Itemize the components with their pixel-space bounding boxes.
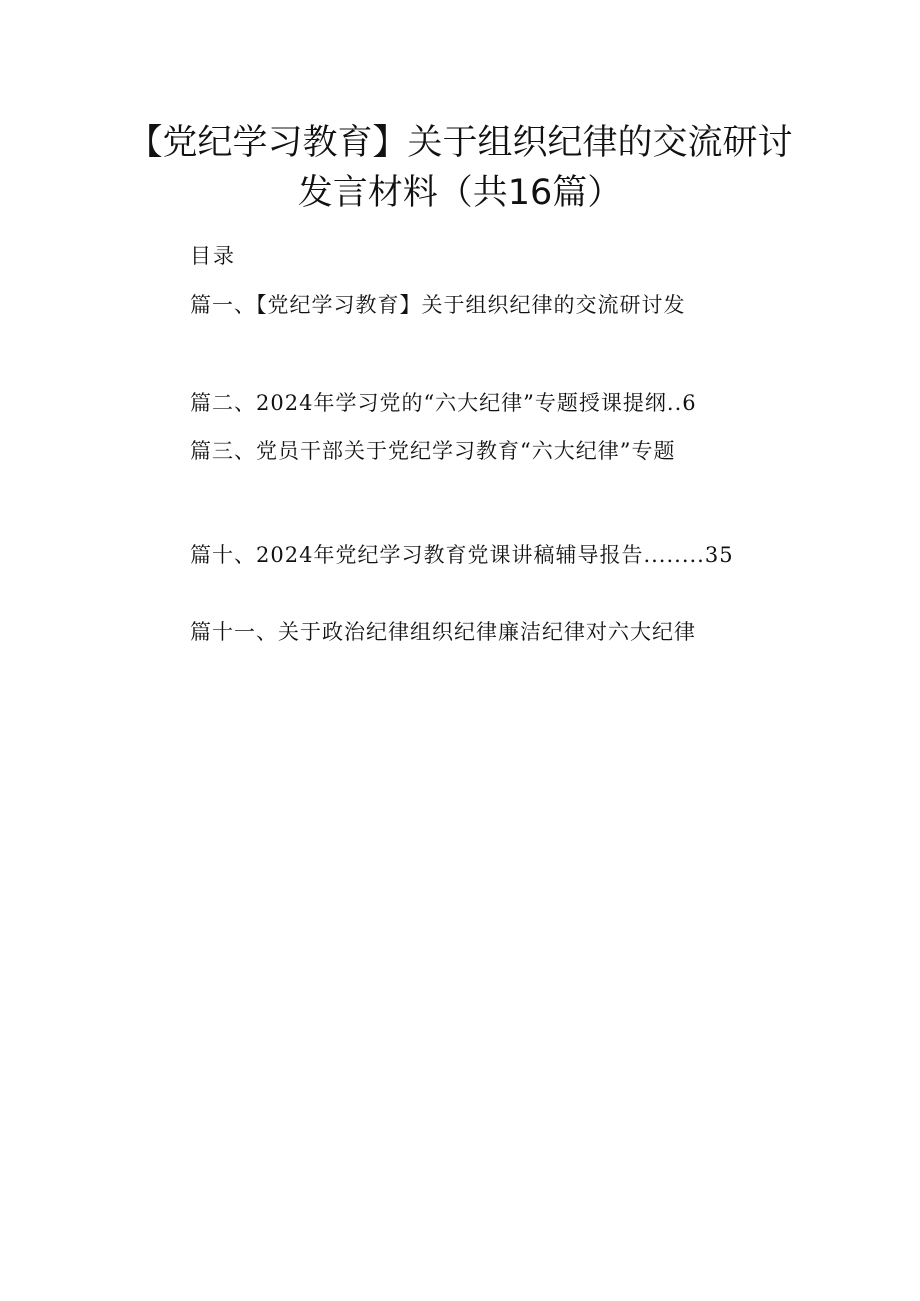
toc-entry-2[interactable]: 篇二、2024年学习党的“六大纪律”专题授课提纲..6 — [190, 391, 697, 415]
toc-heading: 目录 — [190, 244, 236, 268]
toc-entry-3[interactable]: 篇三、党员干部关于党纪学习教育“六大纪律”专题 — [190, 439, 676, 463]
toc-entry-10[interactable]: 篇十、2024年党纪学习教育党课讲稿辅导报告........35 — [190, 543, 734, 567]
toc-entry-1[interactable]: 篇一、【党纪学习教育】关于组织纪律的交流研讨发 — [190, 293, 686, 317]
document-title-line-1: 【党纪学习教育】关于组织纪律的交流研讨 — [127, 123, 793, 163]
toc-entry-11[interactable]: 篇十一、关于政治纪律组织纪律廉洁纪律对六大纪律 — [190, 620, 696, 644]
document-title — [100, 118, 820, 218]
document-title-line-2: 发言材料（共16篇） — [297, 173, 623, 213]
